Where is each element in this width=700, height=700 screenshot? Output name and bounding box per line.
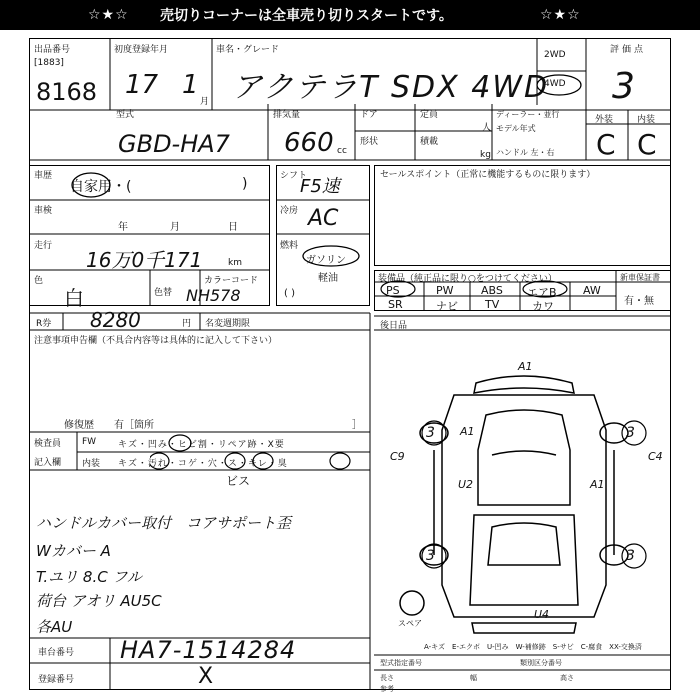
fw-label: FW bbox=[82, 437, 97, 447]
equip-airbag: エアB bbox=[527, 286, 557, 299]
star-icon: ☆★☆ bbox=[540, 7, 581, 23]
ac-label: 冷房 bbox=[280, 206, 299, 216]
person-unit: 人 bbox=[482, 123, 492, 133]
remark-line: ハンドルカバー取付 コアサポート歪 bbox=[36, 514, 292, 532]
category-label: 類別区分番号 bbox=[520, 659, 562, 667]
fuel-gasoline: ガソリン bbox=[306, 255, 346, 266]
month-unit: 月 bbox=[200, 97, 210, 107]
chassis-label: 車台番号 bbox=[38, 648, 75, 658]
equip-abs: ABS bbox=[481, 284, 503, 297]
recycle-label: R券 bbox=[36, 319, 52, 329]
color-label: 色 bbox=[34, 276, 44, 286]
dealer-label: ディーラー・並行 bbox=[496, 110, 560, 119]
inspection-month: 月 bbox=[170, 222, 180, 233]
interior-check-label: 内装 bbox=[82, 459, 101, 469]
inspection-label: 車検 bbox=[34, 206, 53, 216]
interior-label: 内装 bbox=[637, 115, 656, 125]
shift-value: F5速 bbox=[300, 176, 340, 197]
ac-value: AC bbox=[308, 206, 339, 231]
mileage-unit: km bbox=[228, 258, 242, 268]
fuel-paren: ( ) bbox=[284, 288, 295, 299]
notes-label: 注意事項申告欄（不具合内容等は具体的に記入して下さい） bbox=[34, 336, 278, 346]
equipment-label: 装備品（純正品に限り○をつけてください） bbox=[378, 274, 557, 284]
damage-mark: C4 bbox=[648, 450, 663, 463]
ref-note: 参考 bbox=[380, 685, 394, 693]
registration-year: 17 bbox=[125, 70, 159, 100]
damage-mark: A1 bbox=[590, 478, 605, 491]
damage-mark: U4 bbox=[534, 608, 550, 621]
damage-mark: A1 bbox=[518, 360, 533, 373]
equip-navi: ナビ bbox=[436, 300, 458, 313]
damage-mark: C9 bbox=[390, 450, 405, 463]
recycle-unit: 円 bbox=[182, 319, 192, 329]
exterior-label: 外装 bbox=[595, 115, 614, 125]
fuel-diesel: 軽油 bbox=[318, 273, 338, 284]
period-label: 名変週期限 bbox=[205, 319, 251, 329]
model-name-label: 車名・グレード bbox=[216, 45, 280, 55]
gasoline-circle-icon bbox=[300, 244, 362, 268]
damage-mark: 3 bbox=[426, 548, 435, 564]
remark-line: 荷台 アオリ AU5C bbox=[36, 592, 162, 610]
lot-sub: [1883] bbox=[34, 58, 64, 68]
inspection-day: 日 bbox=[228, 222, 238, 233]
displacement-value: 660 bbox=[284, 128, 334, 158]
damage-mark: 3 bbox=[626, 548, 635, 564]
score-value: 3 bbox=[612, 66, 635, 107]
width-label: 幅 bbox=[470, 674, 477, 682]
load-label: 積載 bbox=[420, 137, 439, 147]
4wd-circle-icon bbox=[534, 72, 584, 98]
type-label: 型式 bbox=[116, 110, 135, 120]
warranty-value: 有・無 bbox=[624, 296, 654, 307]
damage-mark: 3 bbox=[626, 425, 635, 441]
handle-label: ハンドル 左・右 bbox=[496, 148, 555, 157]
height-label: 高さ bbox=[560, 674, 574, 682]
displacement-label: 排気量 bbox=[273, 110, 301, 120]
recycle-value: 8280 bbox=[90, 308, 141, 332]
shape-label: 形状 bbox=[360, 137, 379, 147]
special-label: 型式指定番号 bbox=[380, 659, 422, 667]
warranty-label: 新車保証書 bbox=[620, 273, 660, 282]
rear-item-label: 後日品 bbox=[380, 321, 408, 331]
damage-circles bbox=[414, 420, 654, 570]
equip-aw: AW bbox=[583, 284, 601, 297]
2wd-label: 2WD bbox=[544, 50, 566, 60]
private-use-circle-icon bbox=[70, 170, 112, 200]
reg-no-label: 登録番号 bbox=[38, 675, 75, 685]
lot-number: 8168 bbox=[36, 78, 98, 106]
color-value: 白 bbox=[64, 286, 84, 310]
damage-legend: A-キズ E-エクボ U-凹み W-補修跡 S-サビ C-腐食 XX-交換済 bbox=[424, 643, 642, 651]
remark-line: T.ユリ 8.C フル bbox=[36, 568, 142, 586]
kg-unit: kg bbox=[480, 150, 491, 160]
inspector-label-2: 記入欄 bbox=[34, 458, 62, 468]
star-icon: ☆★☆ bbox=[88, 7, 129, 23]
model-year-label: モデル年式 bbox=[496, 124, 536, 133]
inspector-circles bbox=[150, 432, 370, 472]
repair-history: 修復歴 有［箇所 bbox=[64, 420, 154, 431]
lot-label: 出品番号 bbox=[34, 45, 71, 55]
registration-month: 1 bbox=[182, 70, 199, 100]
mileage-value: 16万0千171 bbox=[86, 248, 203, 272]
chassis-value: HA7-1514284 bbox=[120, 636, 297, 664]
fw-items: キズ・凹み・ヒビ割・リペア跡・X要 bbox=[118, 440, 285, 450]
exterior-score: C bbox=[596, 128, 616, 161]
banner-text: 売切りコーナーは全車売り切りスタートです。 bbox=[160, 8, 453, 24]
equip-ps: PS bbox=[386, 284, 400, 297]
color-change-label: 色替 bbox=[154, 288, 173, 298]
spare-label: スペア bbox=[398, 619, 422, 628]
color-code-label: カラーコード bbox=[204, 276, 259, 286]
damage-mark: U2 bbox=[458, 478, 474, 491]
remark-line: 各AU bbox=[36, 618, 73, 636]
interior-items: キズ・汚れ・コゲ・穴・ス・キレ・臭 bbox=[118, 459, 288, 469]
registration-label: 初度登録年月 bbox=[114, 45, 169, 55]
inspector-label: 検査員 bbox=[34, 439, 62, 449]
inspection-year: 年 bbox=[118, 222, 128, 233]
4wd-label: 4WD bbox=[544, 79, 566, 89]
sales-point-label: セールスポイント（正常に機能するものに限ります） bbox=[380, 170, 596, 180]
reg-no-value: X bbox=[198, 664, 214, 689]
fuel-label: 燃料 bbox=[280, 241, 299, 251]
cc-unit: cc bbox=[337, 146, 347, 156]
damage-mark: A1 bbox=[460, 425, 475, 438]
equip-tv: TV bbox=[485, 298, 500, 311]
model-name: アクテラT SDX 4WD bbox=[232, 70, 550, 105]
damage-mark: 3 bbox=[426, 425, 435, 441]
score-label: 評価点 bbox=[610, 45, 647, 55]
bis-note: ビス bbox=[226, 474, 251, 488]
length-label: 長さ bbox=[380, 674, 394, 682]
equip-leather: カワ bbox=[532, 300, 554, 313]
capacity-label: 定員 bbox=[420, 110, 439, 120]
remark-line: Wカバー A bbox=[36, 542, 111, 560]
history-close: ) bbox=[242, 176, 248, 192]
door-label: ドア bbox=[360, 110, 378, 120]
history-value: 自家用・( bbox=[70, 179, 132, 195]
airbag-circle-icon bbox=[520, 280, 570, 300]
mileage-label: 走行 bbox=[34, 241, 53, 251]
ps-circle-icon bbox=[378, 280, 418, 300]
type-value: GBD-HA7 bbox=[118, 130, 230, 158]
equip-sr: SR bbox=[388, 298, 403, 311]
shift-label: シフト bbox=[280, 171, 308, 181]
interior-score: C bbox=[637, 128, 657, 161]
history-label: 車歴 bbox=[34, 171, 53, 181]
repair-close: ］ bbox=[352, 420, 362, 431]
equip-pw: PW bbox=[436, 284, 454, 297]
color-code-value: NH578 bbox=[186, 286, 241, 305]
